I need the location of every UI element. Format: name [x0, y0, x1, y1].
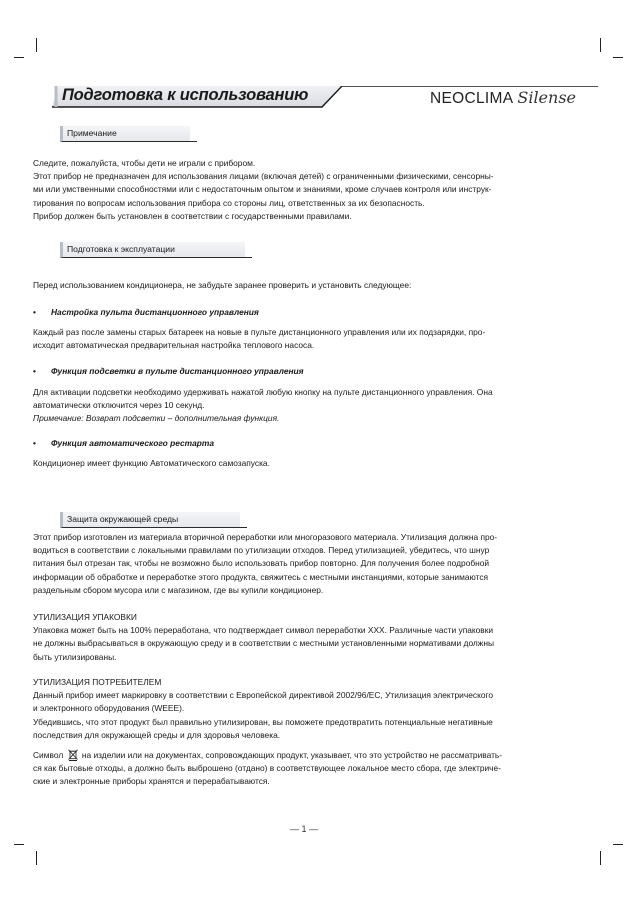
text-line: Упаковка может быть на 100% переработана, что подтверждает символ переработки XXX. Различные части упаковки — [33, 625, 494, 636]
text-line: Примечание: Возврат подсветки – дополнительная функция. — [33, 413, 280, 424]
bullet-item — [33, 437, 214, 450]
symbol-prefix: Символ — [33, 750, 64, 760]
section-tab-prep — [60, 242, 252, 258]
crop-mark — [14, 844, 24, 845]
text-line: раздельным сбором мусора или с магазином, где вы купили кондиционер. — [33, 584, 324, 595]
text-line: автоматически отключится через 10 секунд. — [33, 400, 205, 411]
text-line: ся как бытовые отходы, а должно быть выброшено (отдано) в соответствующее локальное место сбора, где электриче- — [33, 763, 501, 774]
brand-name: NEOCLIMA — [430, 90, 514, 107]
text-line: Следите, пожалуйста, чтобы дети не играли с прибором. — [33, 158, 256, 168]
text-line: Данный прибор имеет маркировку в соответствии с Европейской директивой 2002/96/EC, Утилизация электрического — [33, 690, 494, 701]
crop-mark — [613, 57, 623, 58]
text-line: Прибор должен быть установлен в соответствии с государственными правилами. — [33, 210, 352, 221]
bullet-item — [33, 365, 304, 378]
symbol-text — [33, 743, 595, 789]
consumer-text — [33, 676, 595, 742]
text-line: информации об обработке и переработке этого продукта, свяжитесь с местными инстанциями, которые занимаются — [33, 571, 489, 582]
brand-series: Silense — [517, 88, 577, 107]
text-line: исходит автоматическая предварительная настройка теплового насоса. — [33, 340, 315, 351]
subheading: УТИЛИЗАЦИЯ ПОТРЕБИТЕЛЕМ — [33, 677, 162, 687]
section-tab-note — [60, 126, 197, 142]
text-line: не должны выбрасываться в окружающую среду и в соответствии с местными установленными нормативами должны — [33, 638, 495, 649]
subheading: УТИЛИЗАЦИЯ УПАКОВКИ — [33, 612, 137, 622]
crop-mark — [600, 38, 601, 52]
bullet-text — [33, 386, 595, 426]
crop-mark — [600, 851, 601, 865]
section-tab-env — [60, 512, 247, 528]
page-title: Подготовка к использованию — [62, 86, 309, 104]
bullet-item — [33, 306, 259, 319]
text-line: Перед использованием кондиционера, не забудьте заранее проверить и установить следующее: — [33, 280, 412, 290]
section-heading: Защита окружающей среды — [67, 514, 179, 524]
symbol-rest: на изделии или на документах, сопровождающих продукт, указывает, что это устройство не рассматривать- — [81, 750, 503, 760]
bullet-title: Функция подсветки в пульте дистанционного управления — [51, 366, 304, 376]
text-line: водиться в соответствии с локальными правилами по утилизации отходов. Перед утилизацией, убедитесь, что шнур — [33, 545, 490, 556]
text-line: Этот прибор изготовлен из материала вторичной переработки или многоразового материала. Утилизация должна про- — [33, 532, 498, 542]
bullet-text — [33, 457, 595, 470]
section-heading: Примечание — [67, 128, 117, 138]
text-line: последствия для окружающей среды и для здоровья человека. — [33, 729, 281, 740]
text-line: ми или умственными способностями или с недостаточным опытом и знаниями, кроме случаев контроля или инструк- — [33, 184, 492, 195]
text-line: питания был отрезан так, чтобы не возможно было использовать прибор повторно. Для получения более подробной — [33, 558, 490, 569]
text-line — [33, 749, 595, 762]
text-line: и электронного оборудования (WEEE). — [33, 703, 185, 714]
note-text — [33, 157, 595, 223]
text-line: ские и электронные приборы хранятся и перерабатываются. — [33, 776, 270, 787]
bullet-icon: • — [33, 307, 36, 317]
bullet-title: Настройка пульта дистанционного управления — [51, 307, 259, 317]
prep-intro — [33, 279, 595, 292]
text-line: Каждый раз после замены старых батареек на новые в пульте дистанционного управления или их подзарядки, про- — [33, 327, 486, 337]
crossed-bin-icon — [68, 749, 78, 761]
crop-mark — [36, 851, 37, 865]
text-line: Для активации подсветки необходимо удерживать нажатой любую кнопку на пульте дистанционного управления. Она — [33, 387, 493, 397]
page-number: — 1 — — [290, 824, 319, 834]
env-text — [33, 531, 595, 597]
brand-logo — [430, 89, 576, 108]
text-line: Убедившись, что этот продукт был правильно утилизирован, вы поможете предотвратить потенциальные негативные — [33, 716, 493, 727]
bullet-text — [33, 326, 595, 352]
crop-mark — [36, 38, 37, 52]
text-line: Кондиционер имеет функцию Автоматического самозапуска. — [33, 458, 270, 468]
bullet-icon: • — [33, 366, 36, 376]
crop-mark — [613, 844, 623, 845]
packaging-text — [33, 611, 595, 664]
text-line: тирования по вопросам использования прибора со стороны лиц, ответственных за их безопасность. — [33, 197, 425, 208]
section-heading: Подготовка к эксплуатации — [67, 244, 175, 254]
text-line: Этот прибор не предназначен для использования лицами (включая детей) с ограниченными физическими, сенсорны- — [33, 171, 494, 182]
bullet-title: Функция автоматического рестарта — [51, 438, 214, 448]
bullet-icon: • — [33, 438, 36, 448]
text-line: быть утилизированы. — [33, 651, 117, 662]
crop-mark — [14, 57, 24, 58]
